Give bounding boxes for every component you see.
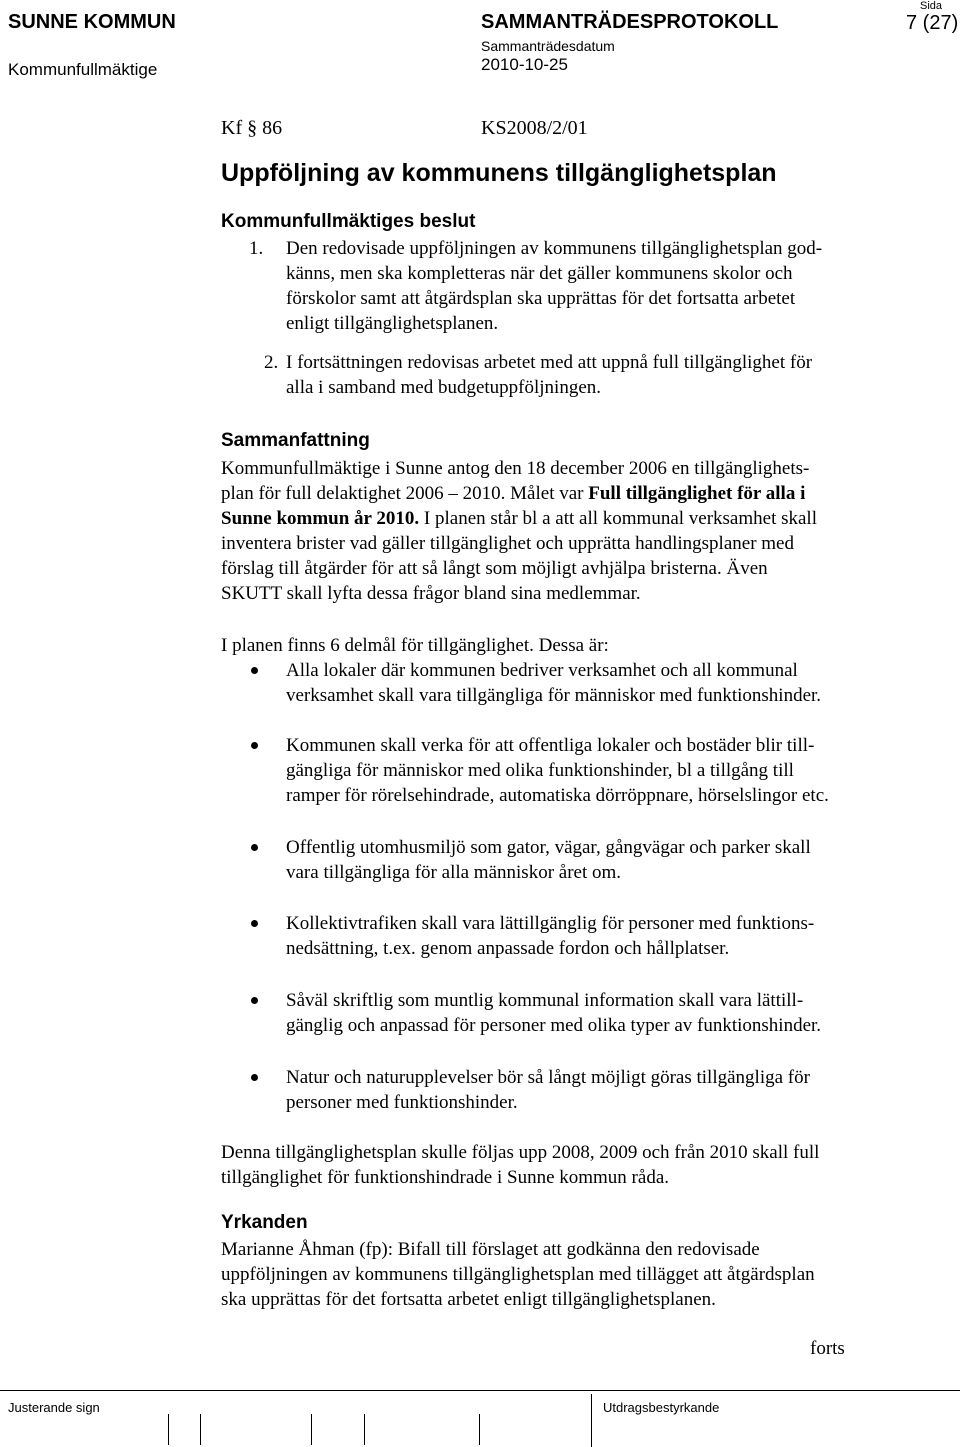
summary-heading: Sammanfattning bbox=[221, 430, 370, 451]
goals-intro: I planen finns 6 delmål för tillgänglighet. Dessa är: bbox=[221, 635, 609, 656]
page-number: 7 (27) bbox=[906, 12, 959, 34]
text-span: plan för full delaktighet 2006 – 2010. Målet var bbox=[221, 483, 589, 504]
goal-statement: Full tillgänglighet för alla i bbox=[588, 483, 806, 504]
decision-item-number: 2. bbox=[264, 352, 279, 373]
footer-divider bbox=[0, 1390, 960, 1391]
text-line: Kommunen skall verka för att offentliga lokaler och bostäder blir till- bbox=[286, 735, 815, 756]
text-line: känns, men ska kompletteras när det gäller kommunens skolor och bbox=[286, 263, 793, 284]
bullet-icon bbox=[251, 920, 258, 927]
summary-closing bbox=[221, 1140, 819, 1190]
paragraph-number: Kf § 86 bbox=[221, 117, 283, 139]
signature-box-divider bbox=[200, 1414, 201, 1445]
meeting-date-label: Sammanträdesdatum bbox=[481, 38, 615, 54]
text-line: gängliga för människor med olika funktionshinder, bl a tillgång till bbox=[286, 760, 794, 781]
text-span: I planen står bl a att all kommunal verksamhet skall bbox=[419, 508, 817, 529]
text-line: alla i samband med budgetuppföljningen. bbox=[286, 377, 602, 398]
bullet-icon bbox=[251, 667, 258, 674]
text-line: vara tillgängliga för alla människor året om. bbox=[286, 862, 622, 883]
goal-item-5 bbox=[286, 988, 821, 1038]
text-line: förslag till åtgärder för att så långt som möjligt avhjälpa bristerna. Även bbox=[221, 558, 768, 579]
diary-number: KS2008/2/01 bbox=[481, 117, 588, 139]
text-line: nedsättning, t.ex. genom anpassade fordon och hållplatser. bbox=[286, 938, 730, 959]
goal-item-6 bbox=[286, 1065, 810, 1115]
bullet-icon bbox=[251, 844, 258, 851]
protocol-title: SAMMANTRÄDESPROTOKOLL bbox=[481, 11, 779, 33]
text-line: Alla lokaler där kommunen bedriver verksamhet och all kommunal bbox=[286, 660, 798, 681]
motions-paragraph bbox=[221, 1237, 815, 1312]
meeting-date: 2010-10-25 bbox=[481, 55, 568, 74]
department-name: Kommunfullmäktige bbox=[8, 60, 158, 79]
goal-statement: Sunne kommun år 2010. bbox=[221, 508, 420, 529]
text-line: Såväl skriftlig som muntlig kommunal information skall vara lättill- bbox=[286, 990, 804, 1011]
signature-box-divider bbox=[311, 1414, 312, 1445]
case-title: Uppföljning av kommunens tillgänglighetsplan bbox=[221, 159, 777, 187]
decision-item-2 bbox=[286, 350, 812, 400]
continued-label: forts bbox=[810, 1338, 845, 1359]
text-line: Kollektivtrafiken skall vara lättillgänglig för personer med funktions- bbox=[286, 913, 815, 934]
text-line: gänglig och anpassad för personer med olika typer av funktionshinder. bbox=[286, 1015, 822, 1036]
text-line: enligt tillgänglighetsplanen. bbox=[286, 313, 499, 334]
text-line: ramper för rörelsehindrade, automatiska dörröppnare, hörselslingor etc. bbox=[286, 785, 829, 806]
text-line: SKUTT skall lyfta dessa frågor bland sina medlemmar. bbox=[221, 583, 641, 604]
text-line: verksamhet skall vara tillgängliga för människor med funktionshinder. bbox=[286, 685, 822, 706]
text-line bbox=[221, 506, 817, 531]
decision-item-1 bbox=[286, 236, 822, 336]
extract-certification-label: Utdragsbestyrkande bbox=[603, 1400, 720, 1415]
text-line: Denna tillgänglighetsplan skulle följas upp 2008, 2009 och från 2010 skall full bbox=[221, 1142, 820, 1163]
text-line: Kommunfullmäktige i Sunne antog den 18 december 2006 en tillgänglighets- bbox=[221, 458, 810, 479]
page-label: Sida bbox=[920, 0, 943, 12]
motions-heading: Yrkanden bbox=[221, 1212, 308, 1233]
text-line: förskolor samt att åtgärdsplan ska upprättas för det fortsatta arbetet bbox=[286, 288, 796, 309]
goal-item-1 bbox=[286, 658, 821, 708]
text-line: Offentlig utomhusmiljö som gator, vägar, gångvägar och parker skall bbox=[286, 837, 811, 858]
text-line: I fortsättningen redovisas arbetet med att uppnå full tillgänglighet för bbox=[286, 352, 813, 373]
text-line: personer med funktionshinder. bbox=[286, 1092, 518, 1113]
bullet-icon bbox=[251, 1074, 258, 1081]
signature-box-divider bbox=[364, 1414, 365, 1445]
text-line: Marianne Åhman (fp): Bifall till förslaget att godkänna den redovisade bbox=[221, 1239, 760, 1260]
bullet-icon bbox=[251, 742, 258, 749]
text-line bbox=[221, 481, 817, 506]
decision-heading: Kommunfullmäktiges beslut bbox=[221, 211, 476, 232]
text-line: Den redovisade uppföljningen av kommunens tillgänglighetsplan god- bbox=[286, 238, 823, 259]
signature-box-divider bbox=[479, 1414, 480, 1445]
text-line: inventera brister vad gäller tillgänglighet och upprätta handlingsplaner med bbox=[221, 533, 794, 554]
text-line: Natur och naturupplevelser bör så långt möjligt göras tillgängliga för bbox=[286, 1067, 810, 1088]
summary-paragraph bbox=[221, 456, 817, 606]
signature-label: Justerande sign bbox=[8, 1400, 100, 1415]
signature-box-divider bbox=[591, 1394, 592, 1447]
text-line: ska upprättas för det fortsatta arbetet enligt tillgänglighetsplanen. bbox=[221, 1289, 716, 1310]
text-line: tillgänglighet för funktionshindrade i Sunne kommun råda. bbox=[221, 1167, 670, 1188]
signature-box-divider bbox=[168, 1414, 169, 1445]
municipality-name: SUNNE KOMMUN bbox=[8, 11, 176, 33]
goal-item-2 bbox=[286, 733, 829, 808]
text-line: uppföljningen av kommunens tillgänglighetsplan med tillägget att åtgärdsplan bbox=[221, 1264, 815, 1285]
goal-item-3 bbox=[286, 835, 811, 885]
decision-item-number: 1. bbox=[249, 238, 264, 259]
goal-item-4 bbox=[286, 911, 814, 961]
bullet-icon bbox=[251, 997, 258, 1004]
